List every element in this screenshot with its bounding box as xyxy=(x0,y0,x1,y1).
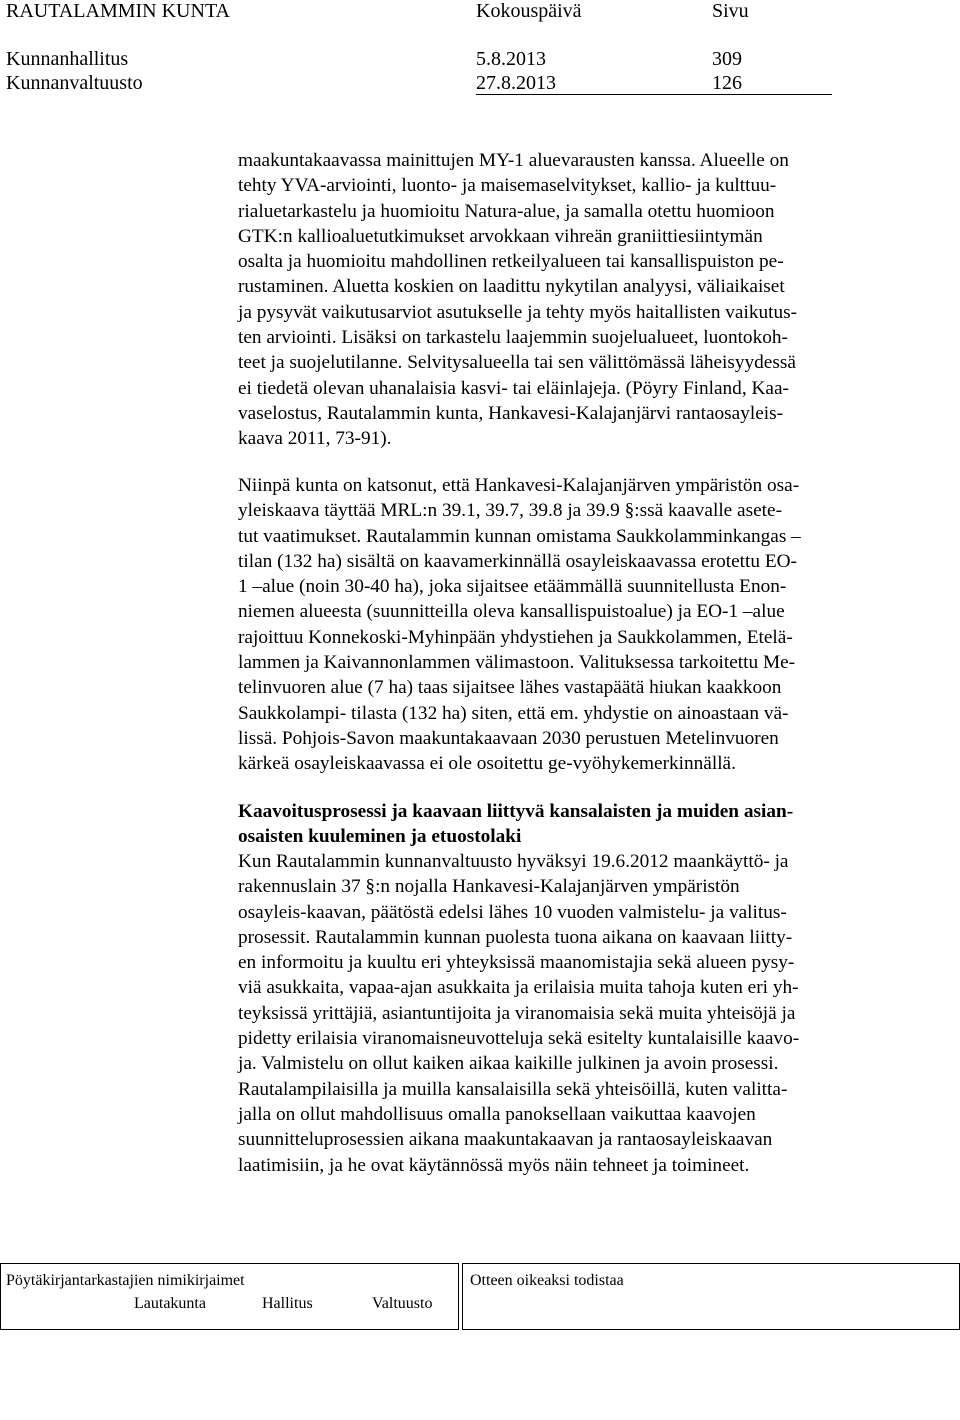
main-text-2 xyxy=(238,473,870,777)
section-body xyxy=(238,849,870,1178)
main-text xyxy=(238,148,870,452)
meeting-date-label: Kokouspäivä xyxy=(476,0,582,22)
body-name-1: Kunnanhallitus xyxy=(6,48,129,70)
footer-column-hallitus: Hallitus xyxy=(262,1295,313,1312)
meeting-date-1: 5.8.2013 xyxy=(476,48,546,70)
page-label: Sivu xyxy=(712,0,749,22)
footer-column-lautakunta: Lautakunta xyxy=(134,1295,206,1312)
meeting-date-2: 27.8.2013 xyxy=(476,72,556,94)
paragraph-2: Niinpä kunta on katsonut, että Hankavesi-Kalajanjärven ympäristön osa- yleiskaava täyttää MRL:n 39.1, 39.7, 39.8 ja 39.9 §:ssä kaavalle asete- tut vaatimukset. Rautalammin kunnan omistama Saukkolamminkangas – tilan (132 ha) sisältä on kaavamerkinnällä osayleiskaavassa erotettu EO- 1 –alue (noin 30-40 ha), joka sijaitsee etäämmällä suunnitellusta Enon- niemen alueesta (suunnitteilla oleva kansallispuistoalue) ja EO-1 –alue rajoittuu Konnekoski-Myhinpään yhdystiehen ja Saukkolammen, Etelä- lammen ja Kaivannonlammen välimastoon. Valituksessa tarkoitettu Me- telinvuoren alue (7 ha) taas sijaitsee lähes vastapäätä hiukan kaakkoon Saukkolampi- tilasta (132 ha) siten, että em. yhdystie on ainoastaan vä- lissä. Pohjois-Savon maakuntakaavaan 2030 perustuen Metelinvuoren kärkeä osayleiskaavassa ei ole osoitettu ge-vyöhykemerkinnällä. xyxy=(238,475,801,775)
section-paragraph: Kun Rautalammin kunnanvaltuusto hyväksyi 19.6.2012 maankäyttö- ja rakennuslain 37 §:n nojalla Hankavesi-Kalajanjärven ympäristön osayleis-kaavan, päätöstä edelsi lähes 10 vuoden valmistelu- ja valitus- prosessit. Rautalammin kunnan puolesta tuona aikana on kaavaan liitty- en informoitu ja kuultu eri yhteyksissä maanomistajia sekä alueen pysy- viä asukkaita, vapaa-ajan asukkaita ja erilaisia muita tahoja kuten eri yh- teyksissä yrittäjiä, asiantuntijoita ja viranomaisia sekä muita yhteisöjä ja pidetty erilaisia viranomaisneuvotteluja sekä esitelty kuntalaisille kaavo- ja. Valmistelu on ollut kaiken aikaa kaikille julkinen ja avoin prosessi. Rautalampilaisilla ja muilla kansalaisilla sekä yhteisöillä, kuten valitta- jalla on ollut mahdollisuus omalla panoksellaan vaikuttaa kaavojen suunnitteluprosessien aikana maakuntakaavan ja rantaosayleiskaavan laatimisiin, ja he ovat käytännössä myös näin tehneet ja toimineet. xyxy=(238,851,800,1176)
header-underline xyxy=(476,94,832,95)
signatures-label: Pöytäkirjantarkastajien nimikirjaimet xyxy=(6,1272,245,1289)
page-number-2: 126 xyxy=(712,72,742,94)
paragraph-1: maakuntakaavassa mainittujen MY-1 aluevarausten kanssa. Alueelle on tehty YVA-arviointi, luonto- ja maisemaselvitykset, kallio- ja kulttuu- rialuetarkastelu ja huomioitu Natura-alue, ja samalla otettu huomioon GTK:n kallioaluetutkimukset arvokkaan vihreän graniittiesiintymän osalta ja huomioitu mahdollinen retkeilyalueen tai kansallispuiston pe- rustaminen. Aluetta koskien on laadittu nykytilan analyysi, väliaikaiset ja pysyvät vaikutusarviot asutukselle ja tehty myös haitallisten vaikutus- ten arviointi. Lisäksi on tarkastelu laajemmin suojelualueet, luontokoh- teet ja suojelutilanne. Selvitysalueella tai sen välittömässä läheisyydessä ei tiedetä olevan uhanalaisia kasvi- tai eläinlajeja. (Pöyry Finland, Kaa- vaselostus, Rautalammin kunta, Hankavesi-Kalajanjärvi rantaosayleis- kaava 2011, 73-91). xyxy=(238,150,798,450)
section-heading: Kaavoitusprosessi ja kaavaan liittyvä kansalaisten ja muiden asian- osaisten kuuleminen ja etuostolaki xyxy=(238,801,794,848)
organization-name: RAUTALAMMIN KUNTA xyxy=(6,0,231,22)
footer-column-valtuusto: Valtuusto xyxy=(372,1295,433,1312)
page-number-1: 309 xyxy=(712,48,742,70)
body-name-2: Kunnanvaltuusto xyxy=(6,72,143,94)
certified-label: Otteen oikeaksi todistaa xyxy=(470,1272,624,1289)
